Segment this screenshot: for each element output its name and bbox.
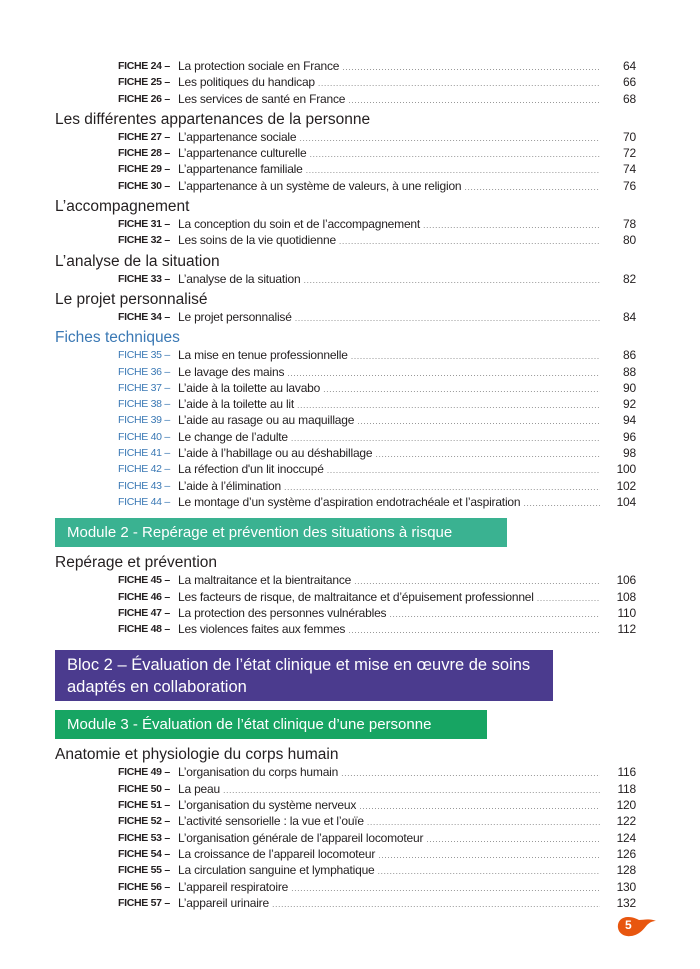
page-number-ref: 98 — [623, 446, 636, 461]
entry-title: L’aide à la toilette au lit ..... — [178, 396, 600, 413]
page-number-ref: 82 — [623, 271, 636, 286]
page-number-ref: 66 — [623, 75, 636, 90]
toc-entry[interactable] — [0, 380, 700, 396]
page-number: 5 — [625, 918, 632, 932]
toc-entry[interactable] — [0, 781, 700, 797]
page-number-ref: 64 — [623, 59, 636, 73]
page-number-ref: 80 — [623, 233, 636, 248]
toc-entry[interactable] — [0, 396, 700, 412]
toc-entry[interactable] — [0, 429, 700, 445]
page-number-ref: 92 — [623, 397, 636, 412]
page-number-ref: 76 — [623, 178, 636, 193]
entry-title: La conception du soin et de l’accompagnement ..... — [178, 216, 600, 233]
fiche-label: FICHE 28 – — [118, 147, 170, 160]
page-number-ref: 96 — [623, 429, 636, 444]
entry-title: L’appartenance sociale ..... — [178, 129, 600, 146]
page-number-ref: 106 — [616, 573, 636, 588]
page-number-ref: 94 — [623, 413, 636, 428]
page-number-ref: 108 — [616, 589, 636, 604]
page-number-ref: 124 — [616, 830, 636, 845]
entry-title: L’organisation du système nerveux ..... — [178, 797, 600, 814]
entry-title: La réfection d'un lit inoccupé ..... — [178, 461, 600, 478]
entry-title: La maltraitance et la bientraitance ..... — [178, 572, 600, 589]
fiche-label: FICHE 49 – — [118, 766, 170, 779]
section-heading: Le projet personnalisé — [55, 290, 208, 308]
module-banner: Module 2 - Repérage et prévention des situations à risque — [55, 518, 507, 547]
entry-title: Le projet personnalisé ..... — [178, 309, 600, 326]
toc-entry[interactable] — [0, 879, 700, 895]
entry-title: Les services de santé en France ..... — [178, 91, 600, 108]
toc-entry[interactable] — [0, 145, 700, 161]
page-number-ref: 110 — [617, 605, 636, 620]
fiche-label: FICHE 53 – — [118, 831, 170, 844]
entry-title: Les facteurs de risque, de maltraitance et d’épuisement professionnel ..... — [178, 589, 600, 606]
page-number-ref: 122 — [616, 814, 636, 829]
toc-entry[interactable] — [0, 862, 700, 878]
fiche-label: FICHE 43 – — [118, 479, 170, 492]
toc-entry[interactable] — [0, 178, 700, 194]
toc-entry[interactable] — [0, 129, 700, 145]
section-heading: Fiches techniques — [55, 329, 180, 347]
entry-title: L’aide à l’élimination ..... — [178, 478, 600, 495]
entry-title: La mise en tenue professionnelle ..... — [178, 347, 600, 364]
page-number-badge — [617, 916, 657, 938]
fiche-label: FICHE 47 – — [118, 606, 170, 619]
toc-entry[interactable] — [0, 91, 700, 107]
toc-entry[interactable] — [0, 621, 700, 637]
entry-title: L’appareil urinaire ..... — [178, 895, 600, 912]
entry-title: La peau ..... — [178, 781, 600, 798]
page-number-ref: 126 — [616, 846, 636, 861]
page-number-ref: 78 — [623, 217, 636, 232]
entry-title: Les soins de la vie quotidienne ..... — [178, 232, 600, 249]
toc-entry[interactable] — [0, 605, 700, 621]
entry-title: La protection sociale en France ..... — [178, 58, 600, 75]
fiche-label: FICHE 41 – — [118, 447, 170, 460]
entry-title: La croissance de l’appareil locomoteur ..... — [178, 846, 600, 863]
fiche-label: FICHE 48 – — [118, 623, 170, 636]
fiche-label: FICHE 55 – — [118, 864, 170, 877]
toc-entry[interactable] — [0, 445, 700, 461]
toc-entry[interactable] — [0, 216, 700, 232]
entry-title: La circulation sanguine et lymphatique ..... — [178, 862, 600, 879]
page-number-ref: 102 — [616, 478, 636, 493]
page-number-ref: 128 — [616, 863, 636, 878]
toc-entry[interactable] — [0, 478, 700, 494]
toc-entry[interactable] — [0, 494, 700, 510]
table-of-contents — [0, 58, 700, 911]
page-number-ref: 116 — [617, 765, 636, 780]
fiche-label: FICHE 26 – — [118, 92, 170, 105]
page-number-ref: 68 — [623, 91, 636, 106]
toc-entry[interactable] — [0, 412, 700, 428]
toc-entry[interactable] — [0, 364, 700, 380]
bloc-banner: Bloc 2 – Évaluation de l’état clinique et mise en œuvre de soins adaptés en collaboration — [55, 650, 553, 701]
fiche-label: FICHE 45 – — [118, 574, 170, 587]
entry-title: Les politiques du handicap ..... — [178, 74, 600, 91]
page-number-ref: 120 — [616, 798, 636, 813]
entry-title: L’aide à l’habillage ou au déshabillage ..... — [178, 445, 600, 462]
entry-title: L’activité sensorielle : la vue et l’ouïe ..... — [178, 813, 600, 830]
fiche-label: FICHE 44 – — [118, 495, 170, 508]
fiche-label: FICHE 38 – — [118, 398, 170, 411]
fiche-label: FICHE 29 – — [118, 163, 170, 176]
page-number-ref: 130 — [616, 879, 636, 894]
section-heading: Repérage et prévention — [55, 554, 218, 572]
fiche-label: FICHE 32 – — [118, 234, 170, 247]
fiche-label: FICHE 33 – — [118, 272, 170, 285]
entry-title: Le lavage des mains ..... — [178, 364, 600, 381]
toc-entry[interactable] — [0, 895, 700, 911]
fiche-label: FICHE 42 – — [118, 463, 170, 476]
toc-entry[interactable] — [0, 271, 700, 287]
section-heading: L’analyse de la situation — [55, 252, 220, 270]
entry-title: L’appartenance culturelle ..... — [178, 145, 600, 162]
toc-entry[interactable] — [0, 161, 700, 177]
entry-title: L’aide à la toilette au lavabo ..... — [178, 380, 600, 397]
toc-entry[interactable] — [0, 797, 700, 813]
toc-entry[interactable] — [0, 830, 700, 846]
toc-entry[interactable] — [0, 74, 700, 90]
page-number-ref: 74 — [623, 162, 636, 177]
toc-entry[interactable] — [0, 347, 700, 363]
fiche-label: FICHE 40 – — [118, 430, 170, 443]
toc-entry[interactable] — [0, 232, 700, 248]
entry-title: Le montage d’un système d’aspiration endotrachéale et l’aspiration ..... — [178, 494, 600, 511]
entry-title: Le change de l’adulte ..... — [178, 429, 600, 446]
section-heading: Les différentes appartenances de la personne — [55, 110, 371, 128]
fiche-label: FICHE 36 – — [118, 365, 170, 378]
fiche-label: FICHE 25 – — [118, 76, 170, 89]
fiche-label: FICHE 51 – — [118, 799, 170, 812]
fiche-label: FICHE 27 – — [118, 130, 170, 143]
section-heading: Anatomie et physiologie du corps humain — [55, 746, 339, 764]
module-banner: Module 3 - Évaluation de l’état clinique d’une personne — [55, 710, 487, 739]
toc-entry[interactable] — [0, 589, 700, 605]
fiche-label: FICHE 52 – — [118, 815, 170, 828]
fiche-label: FICHE 39 – — [118, 414, 170, 427]
entry-title: L’organisation générale de l’appareil locomoteur ..... — [178, 830, 600, 847]
entry-title: L’appartenance à un système de valeurs, à une religion ..... — [178, 178, 600, 195]
toc-entry[interactable] — [0, 58, 700, 74]
toc-entry[interactable] — [0, 764, 700, 780]
page-number-ref: 104 — [616, 494, 636, 509]
fiche-label: FICHE 31 – — [118, 218, 170, 231]
entry-title: L’analyse de la situation ..... — [178, 271, 600, 288]
page-number-ref: 86 — [623, 348, 636, 363]
page-number-ref: 112 — [617, 622, 636, 637]
page-badge-shape-icon — [617, 916, 657, 938]
fiche-label: FICHE 46 – — [118, 590, 170, 603]
page-number-ref: 100 — [616, 462, 636, 477]
toc-entry[interactable] — [0, 846, 700, 862]
page-number-ref: 84 — [623, 309, 636, 324]
entry-title: L’aide au rasage ou au maquillage ..... — [178, 412, 600, 429]
fiche-label: FICHE 37 – — [118, 381, 170, 394]
entry-title: L’organisation du corps humain ..... — [178, 764, 600, 781]
fiche-label: FICHE 56 – — [118, 880, 170, 893]
toc-entry[interactable] — [0, 813, 700, 829]
entry-title: Les violences faites aux femmes ..... — [178, 621, 600, 638]
fiche-label: FICHE 34 – — [118, 310, 170, 323]
page-number-ref: 70 — [623, 129, 636, 144]
page-number-ref: 118 — [617, 781, 636, 796]
page-number-ref: 88 — [623, 364, 636, 379]
toc-entry[interactable] — [0, 309, 700, 325]
page-number-ref: 90 — [623, 380, 636, 395]
section-heading: L’accompagnement — [55, 198, 190, 216]
page-number-ref: 72 — [623, 146, 636, 161]
entry-title: L’appartenance familiale ..... — [178, 161, 600, 178]
fiche-label: FICHE 54 – — [118, 847, 170, 860]
fiche-label: FICHE 24 – — [118, 60, 170, 72]
entry-title: La protection des personnes vulnérables ..... — [178, 605, 600, 622]
toc-entry[interactable] — [0, 461, 700, 477]
page-number-ref: 132 — [616, 895, 636, 910]
fiche-label: FICHE 57 – — [118, 896, 170, 909]
entry-title: L’appareil respiratoire ..... — [178, 879, 600, 896]
fiche-label: FICHE 35 – — [118, 349, 170, 362]
fiche-label: FICHE 30 – — [118, 179, 170, 192]
fiche-label: FICHE 50 – — [118, 782, 170, 795]
toc-entry[interactable] — [0, 572, 700, 588]
